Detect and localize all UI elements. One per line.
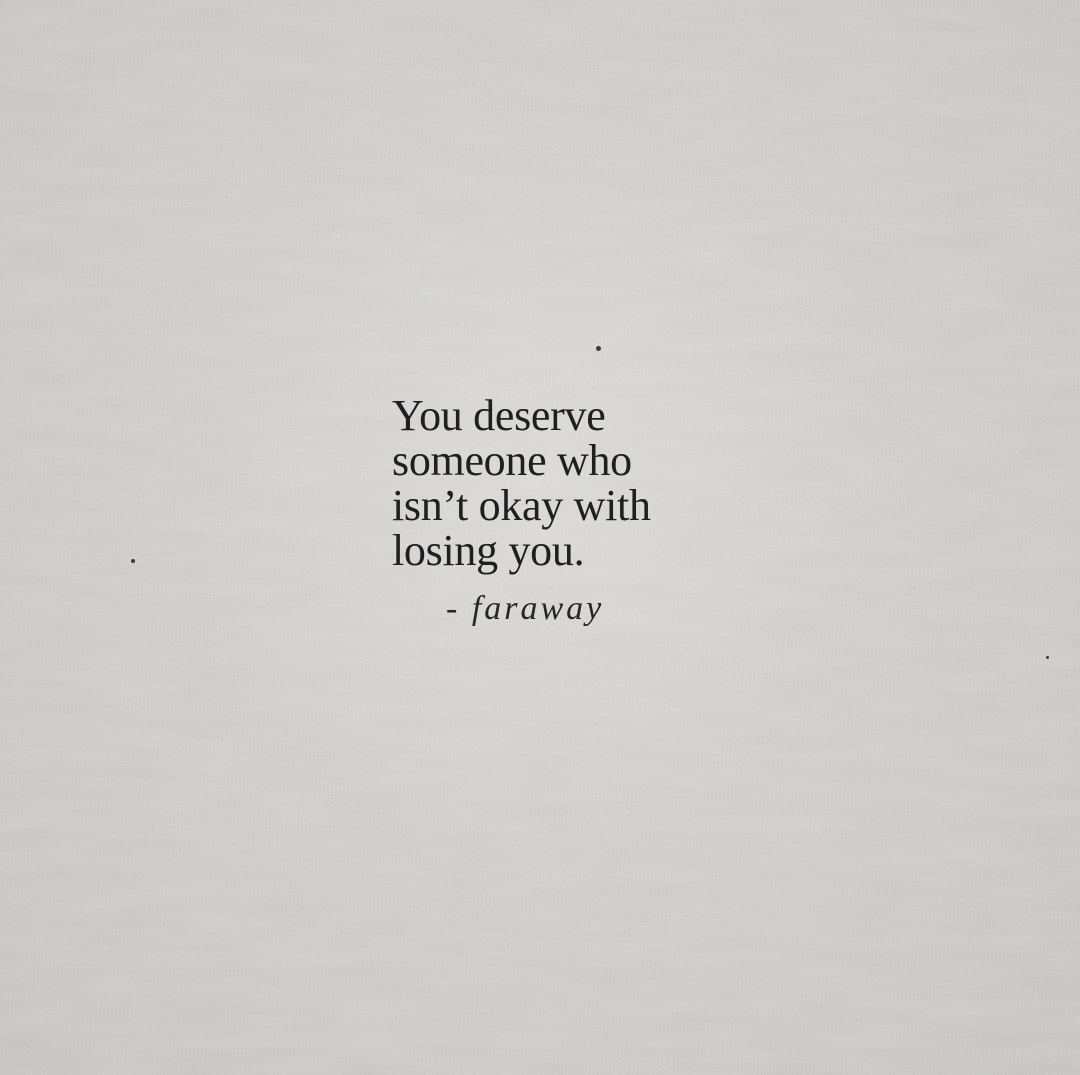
quote-text [392, 393, 651, 573]
quote-author: - faraway [446, 590, 605, 627]
quote-line: losing you. [392, 526, 585, 575]
quote-line: someone who [392, 436, 632, 485]
paper-speck [131, 559, 135, 563]
quote-line: isn’t okay with [392, 481, 651, 530]
paper-speck [596, 346, 601, 351]
quote-line: You deserve [392, 391, 606, 440]
paper-speck [1046, 656, 1049, 659]
